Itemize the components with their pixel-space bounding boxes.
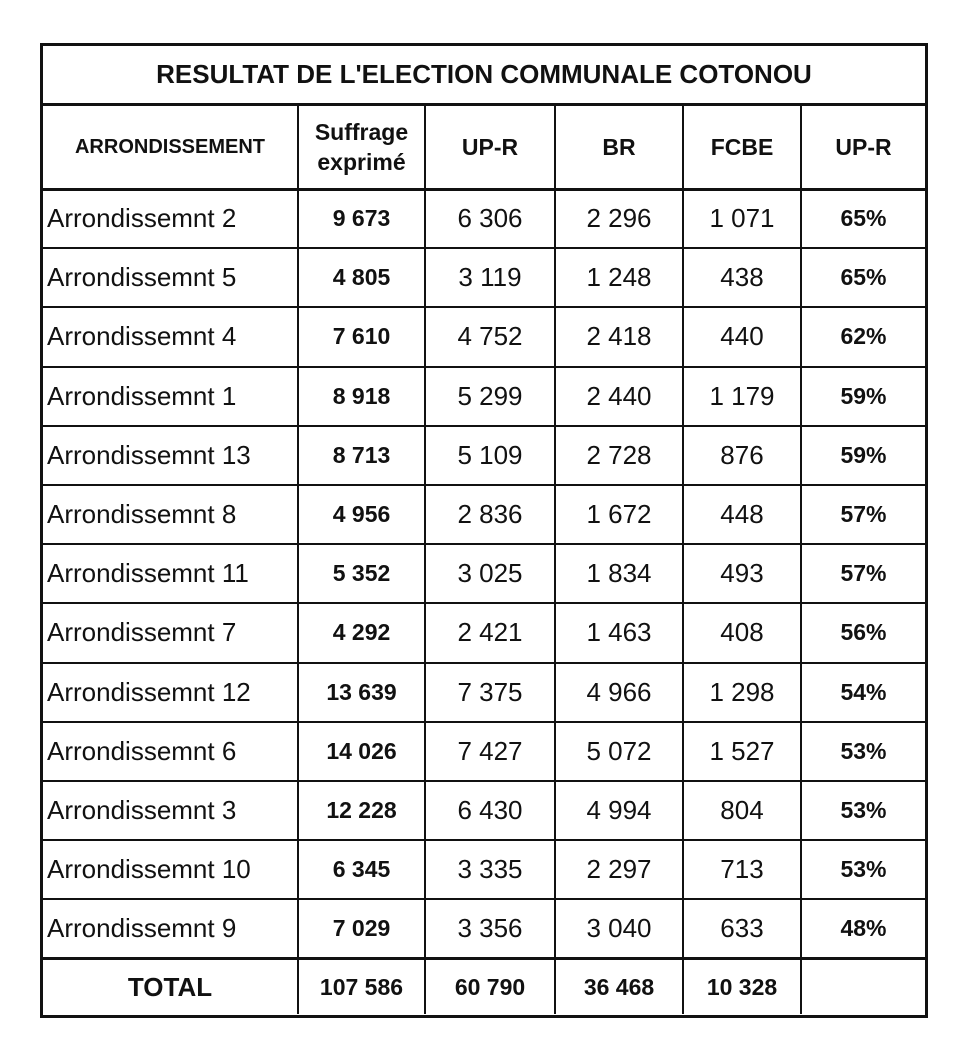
cell-fcbe: 408	[683, 603, 801, 662]
cell-br: 2 297	[555, 840, 683, 899]
table-row	[43, 426, 925, 485]
cell-arrondissement: Arrondissemnt 2	[43, 189, 298, 248]
cell-upr: 6 306	[425, 189, 555, 248]
table-title: RESULTAT DE L'ELECTION COMMUNALE COTONOU	[43, 46, 925, 106]
cell-fcbe: 493	[683, 544, 801, 603]
cell-upr-pct: 54%	[801, 663, 925, 722]
cell-fcbe: 633	[683, 899, 801, 958]
cell-arrondissement: Arrondissemnt 1	[43, 367, 298, 426]
table-row	[43, 603, 925, 662]
header-upr-pct: UP-R	[801, 106, 925, 189]
table-row	[43, 663, 925, 722]
cell-upr-pct: 57%	[801, 485, 925, 544]
cell-arrondissement: Arrondissemnt 4	[43, 307, 298, 366]
cell-suffrage: 4 956	[298, 485, 425, 544]
cell-arrondissement: Arrondissemnt 7	[43, 603, 298, 662]
cell-fcbe: 1 527	[683, 722, 801, 781]
table-row	[43, 899, 925, 958]
cell-upr: 3 119	[425, 248, 555, 307]
cell-upr: 5 109	[425, 426, 555, 485]
cell-upr-pct: 62%	[801, 307, 925, 366]
total-row	[43, 958, 925, 1014]
cell-arrondissement: Arrondissemnt 3	[43, 781, 298, 840]
cell-upr: 7 427	[425, 722, 555, 781]
cell-upr: 2 836	[425, 485, 555, 544]
cell-upr-pct: 53%	[801, 781, 925, 840]
cell-suffrage: 7 029	[298, 899, 425, 958]
cell-upr: 2 421	[425, 603, 555, 662]
total-fcbe: 10 328	[683, 958, 801, 1014]
cell-fcbe: 438	[683, 248, 801, 307]
cell-br: 2 728	[555, 426, 683, 485]
table-row	[43, 248, 925, 307]
cell-upr: 3 025	[425, 544, 555, 603]
cell-upr-pct: 65%	[801, 248, 925, 307]
cell-arrondissement: Arrondissemnt 13	[43, 426, 298, 485]
header-arrondissement: ARRONDISSEMENT	[43, 106, 298, 189]
cell-br: 1 463	[555, 603, 683, 662]
total-label: TOTAL	[43, 958, 298, 1014]
cell-upr-pct: 57%	[801, 544, 925, 603]
cell-br: 4 966	[555, 663, 683, 722]
cell-upr: 5 299	[425, 367, 555, 426]
cell-upr: 7 375	[425, 663, 555, 722]
cell-upr-pct: 65%	[801, 189, 925, 248]
cell-br: 2 418	[555, 307, 683, 366]
cell-upr: 6 430	[425, 781, 555, 840]
table-row	[43, 367, 925, 426]
cell-suffrage: 8 713	[298, 426, 425, 485]
header-suffrage-line1: Suffrage	[314, 118, 409, 145]
cell-suffrage: 8 918	[298, 367, 425, 426]
cell-suffrage: 4 292	[298, 603, 425, 662]
cell-br: 5 072	[555, 722, 683, 781]
total-pct	[801, 958, 925, 1014]
cell-suffrage: 12 228	[298, 781, 425, 840]
header-row	[43, 106, 925, 189]
table-row	[43, 189, 925, 248]
cell-fcbe: 1 298	[683, 663, 801, 722]
results-table	[43, 106, 925, 1014]
cell-fcbe: 440	[683, 307, 801, 366]
results-table-frame	[40, 43, 928, 1018]
cell-upr: 3 356	[425, 899, 555, 958]
header-br: BR	[555, 106, 683, 189]
cell-arrondissement: Arrondissemnt 6	[43, 722, 298, 781]
cell-arrondissement: Arrondissemnt 5	[43, 248, 298, 307]
cell-fcbe: 1 071	[683, 189, 801, 248]
cell-upr: 4 752	[425, 307, 555, 366]
header-fcbe: FCBE	[683, 106, 801, 189]
cell-arrondissement: Arrondissemnt 10	[43, 840, 298, 899]
cell-upr-pct: 59%	[801, 367, 925, 426]
cell-fcbe: 804	[683, 781, 801, 840]
header-suffrage	[298, 106, 425, 189]
header-upr: UP-R	[425, 106, 555, 189]
table-row	[43, 722, 925, 781]
cell-arrondissement: Arrondissemnt 11	[43, 544, 298, 603]
cell-br: 1 834	[555, 544, 683, 603]
cell-fcbe: 448	[683, 485, 801, 544]
cell-suffrage: 9 673	[298, 189, 425, 248]
cell-upr-pct: 53%	[801, 840, 925, 899]
cell-fcbe: 713	[683, 840, 801, 899]
total-suffrage: 107 586	[298, 958, 425, 1014]
cell-fcbe: 1 179	[683, 367, 801, 426]
table-body	[43, 189, 925, 958]
cell-arrondissement: Arrondissemnt 9	[43, 899, 298, 958]
cell-suffrage: 5 352	[298, 544, 425, 603]
cell-suffrage: 14 026	[298, 722, 425, 781]
cell-upr: 3 335	[425, 840, 555, 899]
total-br: 36 468	[555, 958, 683, 1014]
cell-br: 2 440	[555, 367, 683, 426]
cell-br: 1 248	[555, 248, 683, 307]
cell-upr-pct: 53%	[801, 722, 925, 781]
cell-br: 4 994	[555, 781, 683, 840]
table-row	[43, 781, 925, 840]
table-row	[43, 485, 925, 544]
cell-upr-pct: 48%	[801, 899, 925, 958]
cell-fcbe: 876	[683, 426, 801, 485]
cell-br: 1 672	[555, 485, 683, 544]
cell-suffrage: 7 610	[298, 307, 425, 366]
header-suffrage-line2: exprimé	[317, 148, 406, 175]
cell-arrondissement: Arrondissemnt 8	[43, 485, 298, 544]
cell-upr-pct: 56%	[801, 603, 925, 662]
table-row	[43, 307, 925, 366]
total-upr: 60 790	[425, 958, 555, 1014]
cell-suffrage: 13 639	[298, 663, 425, 722]
table-row	[43, 840, 925, 899]
cell-suffrage: 4 805	[298, 248, 425, 307]
cell-br: 3 040	[555, 899, 683, 958]
cell-suffrage: 6 345	[298, 840, 425, 899]
cell-br: 2 296	[555, 189, 683, 248]
cell-upr-pct: 59%	[801, 426, 925, 485]
cell-arrondissement: Arrondissemnt 12	[43, 663, 298, 722]
table-row	[43, 544, 925, 603]
